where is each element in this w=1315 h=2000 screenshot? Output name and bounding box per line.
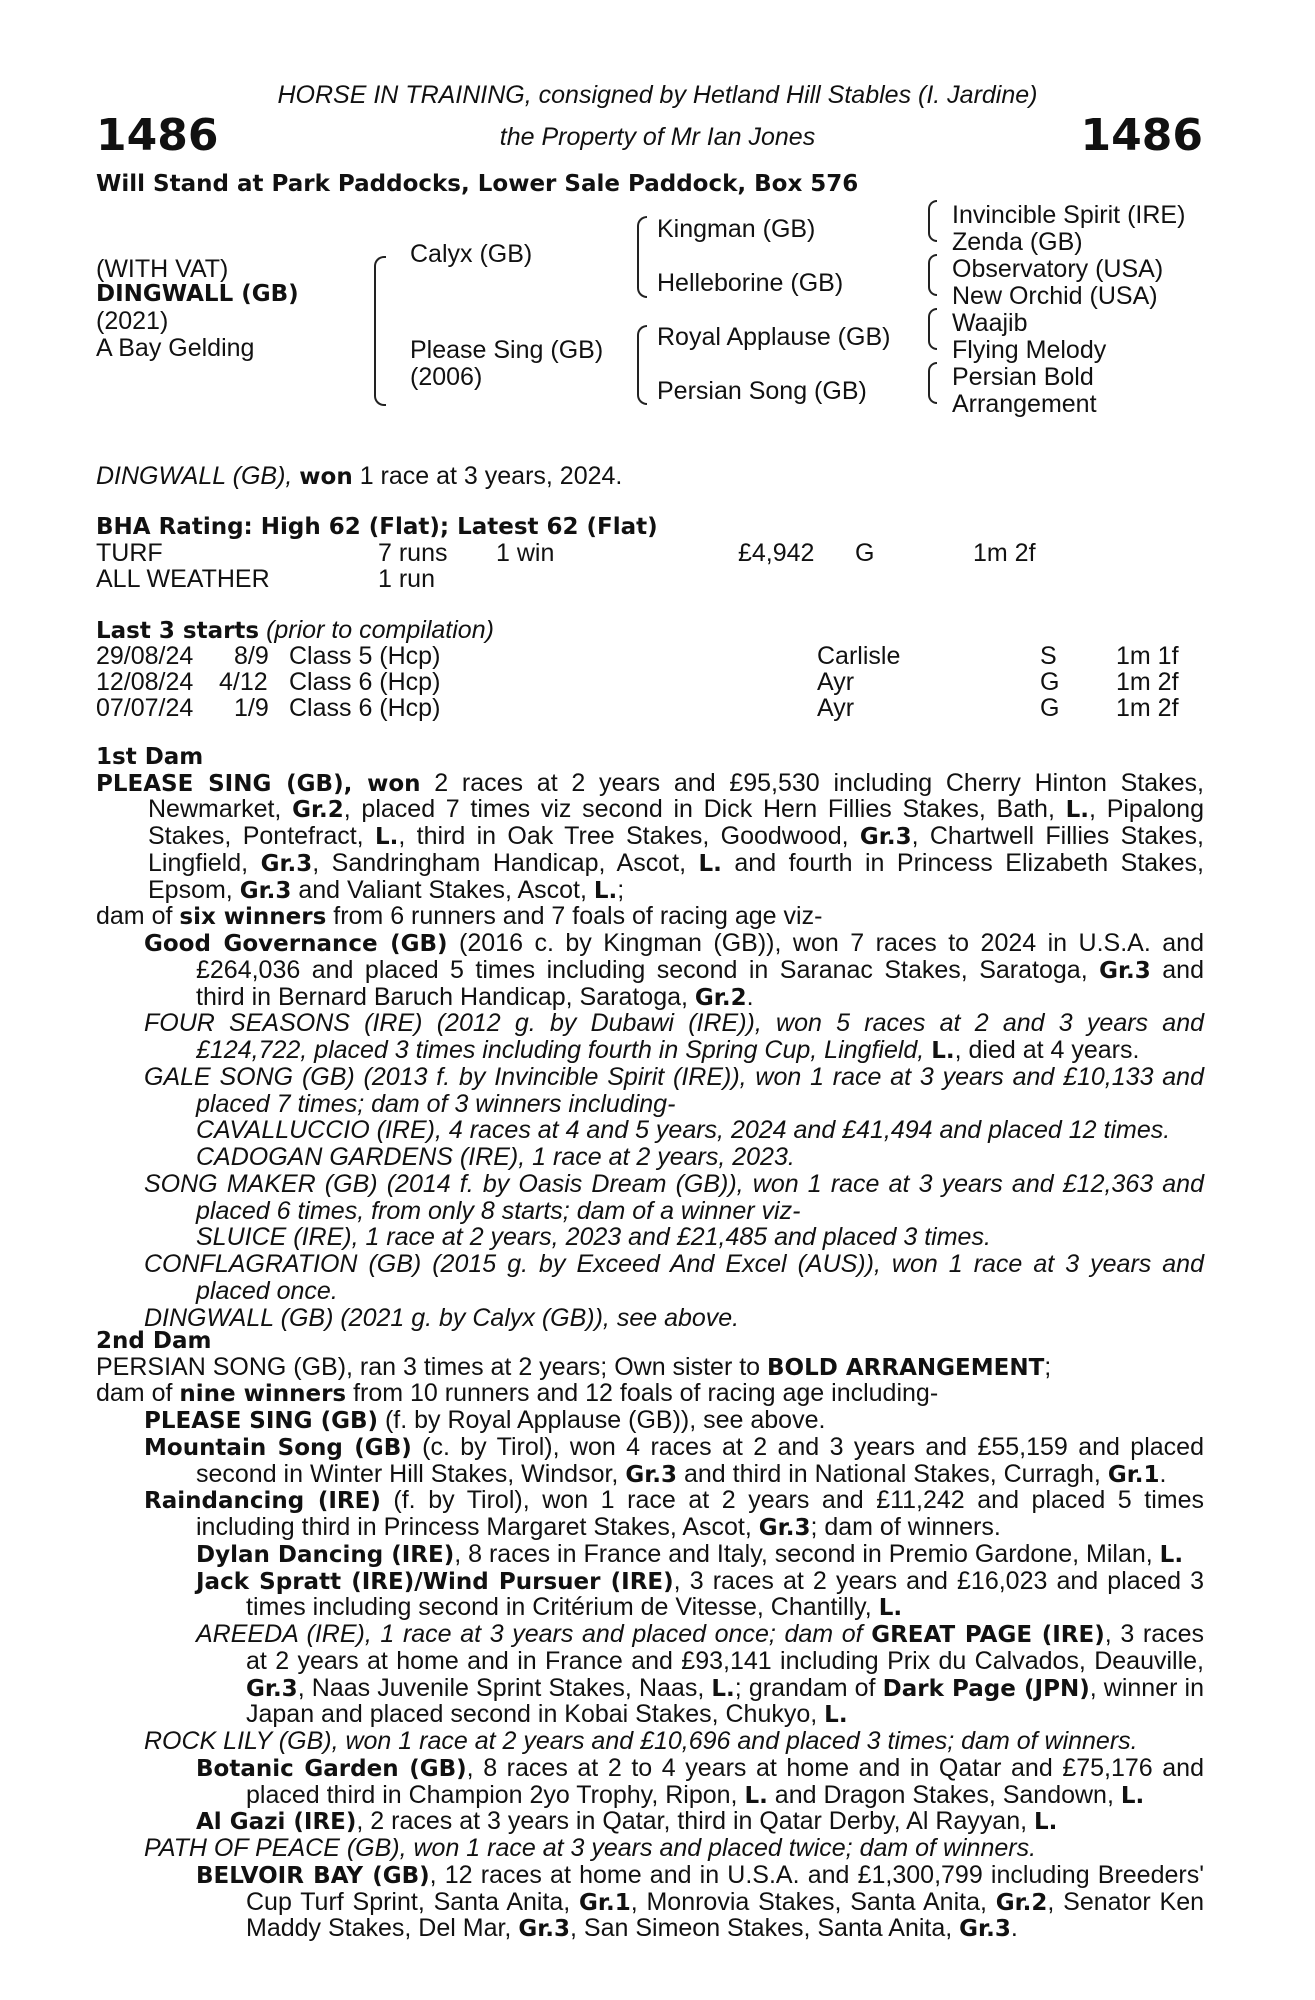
pedigree-dsd: Flying Melody	[952, 336, 1107, 364]
first-dam-produce-summary: dam of six winners from 6 runners and 7 foals of racing age viz-	[96, 902, 823, 931]
pedigree-brace-ds	[928, 308, 937, 350]
first-dam-heading: 1st Dam	[96, 744, 204, 770]
summary-rest: 1 race at 3 years, 2024.	[359, 462, 623, 490]
produce-good-governance: Good Governance (GB) (2016 c. by Kingman (GB)), won 7 races to 2024 in U.S.A. and £264,036 and placed 5 times including second in Saranac Stakes, Saratoga, Gr.3 and third in Bernard Baruch Handicap, Saratoga, Gr.2.	[144, 929, 1204, 1011]
produce-please-sing: PLEASE SING (GB) (f. by Royal Applause (GB)), see above.	[144, 1406, 826, 1435]
produce-jack-spratt: Jack Spratt (IRE)/Wind Pursuer (IRE), 3 races at 2 years and £16,023 and placed 3 times including second in Critérium de Vitesse, Chantilly, L.	[196, 1566, 1204, 1622]
produce-song-maker: SONG MAKER (GB) (2014 f. by Oasis Dream (GB)), won 1 race at 3 years and £12,363 and placed 6 times, from only 8 starts; dam of a winner viz-	[144, 1169, 1204, 1225]
rating-title: BHA Rating: High 62 (Flat); Latest 62 (Flat)	[96, 514, 658, 540]
rating-turf-prize: £4,942	[738, 539, 815, 567]
vat-label: (WITH VAT)	[96, 255, 229, 283]
start-position: 4/12	[219, 668, 268, 696]
horse-name: DINGWALL (GB)	[96, 281, 299, 307]
second-dam-record: PERSIAN SONG (GB), ran 3 times at 2 years; Own sister to BOLD ARRANGEMENT;	[96, 1352, 1052, 1381]
last-starts-heading	[96, 617, 494, 644]
lot-number-right: 1486	[1080, 110, 1203, 161]
produce-path-of-peace: PATH OF PEACE (GB), won 1 race at 3 years and placed twice; dam of winners.	[144, 1834, 1037, 1863]
pedigree-dam-year: (2006)	[410, 363, 483, 391]
start-going: G	[1040, 668, 1060, 696]
pedigree-sdd: New Orchid (USA)	[952, 282, 1158, 310]
last-starts-subtitle: (prior to compilation)	[266, 616, 494, 644]
pedigree-sss: Invincible Spirit (IRE)	[952, 201, 1186, 229]
start-date: 07/07/24	[96, 694, 194, 722]
produce-al-gazi: Al Gazi (IRE), 2 races at 3 years in Qatar, third in Qatar Derby, Al Rayyan, L.	[196, 1807, 1058, 1836]
property-line: the Property of Mr Ian Jones	[499, 123, 816, 151]
second-dam-section	[96, 1329, 1204, 1942]
produce-rock-lily: ROCK LILY (GB), won 1 race at 2 years and £10,696 and placed 3 times; dam of winners.	[144, 1727, 1138, 1756]
pedigree-dss: Waajib	[952, 309, 1028, 337]
produce-cadogan-gardens: CADOGAN GARDENS (IRE), 1 race at 2 years, 2023.	[196, 1143, 795, 1172]
pedigree-ssd: Zenda (GB)	[952, 228, 1083, 256]
first-dam-section	[96, 745, 1204, 1331]
start-date: 12/08/24	[96, 668, 194, 696]
start-going: G	[1040, 694, 1060, 722]
pedigree-sire-dam: Helleborine (GB)	[657, 269, 844, 297]
start-class: Class 6 (Hcp)	[289, 694, 441, 722]
pedigree-sire: Calyx (GB)	[410, 240, 533, 268]
produce-areeda: AREEDA (IRE), 1 race at 3 years and placed once; dam of GREAT PAGE (IRE), 3 races at 2 years at home and in France and £93,141 including Prix du Calvados, Deauville, Gr.3, Naas Juvenile Sprint Stakes, Naas, L.; grandam of Dark Page (JPN), winner in Japan and placed second in Kobai Stakes, Chukyo, L.	[196, 1620, 1204, 1729]
pedigree-brace-sire	[637, 216, 647, 298]
produce-dylan-dancing: Dylan Dancing (IRE), 8 races in France and Italy, second in Premio Gardone, Milan, L.	[196, 1539, 1184, 1568]
start-position: 8/9	[234, 642, 269, 670]
rating-turf-runs: 7 runs	[378, 539, 448, 567]
start-date: 29/08/24	[96, 642, 194, 670]
rating-aw-runs: 1 run	[378, 565, 435, 593]
race-summary	[96, 463, 622, 490]
second-dam-produce-summary: dam of nine winners from 10 runners and 12 foals of racing age including-	[96, 1379, 939, 1408]
produce-belvoir-bay: BELVOIR BAY (GB), 12 races at home and in U.S.A. and £1,300,799 including Breeders' Cup Turf Sprint, Santa Anita, Gr.1, Monrovia Stakes, Santa Anita, Gr.2, Senator Ken Maddy Stakes, Del Mar, Gr.3, San Simeon Stakes, Santa Anita, Gr.3.	[196, 1860, 1205, 1943]
start-distance: 1m 1f	[1116, 642, 1179, 670]
pedigree-brace-sd	[928, 254, 937, 296]
produce-sluice: SLUICE (IRE), 1 race at 2 years, 2023 and £21,485 and placed 3 times.	[196, 1223, 991, 1252]
horse-year: (2021)	[96, 307, 169, 335]
produce-cavalluccio: CAVALLUCCIO (IRE), 4 races at 4 and 5 years, 2024 and £41,494 and placed 12 times.	[196, 1116, 1171, 1145]
consignment-line: HORSE IN TRAINING, consigned by Hetland Hill Stables (I. Jardine)	[277, 81, 1038, 109]
produce-gale-song: GALE SONG (GB) (2013 f. by Invincible Spirit (IRE)), won 1 race at 3 years and £10,133 and placed 7 times; dam of 3 winners including-	[144, 1062, 1204, 1118]
pedigree-ddd: Arrangement	[952, 390, 1097, 418]
pedigree-dam-dam: Persian Song (GB)	[657, 377, 867, 405]
lot-number-left: 1486	[96, 110, 219, 161]
start-class: Class 5 (Hcp)	[289, 642, 441, 670]
summary-won: won	[299, 464, 353, 490]
start-course: Ayr	[817, 668, 855, 696]
start-class: Class 6 (Hcp)	[289, 668, 441, 696]
second-dam-heading: 2nd Dam	[96, 1328, 212, 1354]
last-starts-title: Last 3 starts	[96, 618, 260, 644]
produce-mountain-song: Mountain Song (GB) (c. by Tirol), won 4 races at 2 and 3 years and £55,159 and placed second in Winter Hill Stakes, Windsor, Gr.3 and third in National Stakes, Curragh, Gr.1.	[144, 1432, 1204, 1488]
start-course: Carlisle	[817, 642, 901, 670]
first-dam-record: PLEASE SING (GB), won 2 races at 2 years and £95,530 including Cherry Hinton Stakes, Newmarket, Gr.2, placed 7 times viz second in Dick Hern Fillies Stakes, Bath, L., Pipalong Stakes, Pontefract, L., third in Oak Tree Stakes, Goodwood, Gr.3, Chartwell Fillies Stakes, Lingfield, Gr.3, Sandringham Handicap, Ascot, L. and fourth in Princess Elizabeth Stakes, Epsom, Gr.3 and Valiant Stakes, Ascot, L.;	[96, 768, 1205, 904]
rating-turf-going: G	[855, 539, 875, 567]
start-distance: 1m 2f	[1116, 668, 1179, 696]
start-going: S	[1040, 642, 1057, 670]
start-course: Ayr	[817, 694, 855, 722]
pedigree-brace-ss	[928, 200, 937, 242]
pedigree-sds: Observatory (USA)	[952, 255, 1164, 283]
location-line: Will Stand at Park Paddocks, Lower Sale Paddock, Box 576	[96, 171, 859, 197]
produce-dingwall: DINGWALL (GB) (2021 g. by Calyx (GB)), see above.	[144, 1303, 740, 1332]
rating-turf-surface: TURF	[96, 539, 163, 567]
pedigree-sire-sire: Kingman (GB)	[657, 215, 816, 243]
horse-description: A Bay Gelding	[96, 334, 255, 362]
produce-four-seasons: FOUR SEASONS (IRE) (2012 g. by Dubawi (IRE)), won 5 races at 2 and 3 years and £124,722, placed 3 times including fourth in Spring Cup, Lingfield, L., died at 4 years.	[144, 1009, 1204, 1065]
pedigree-brace-main	[374, 256, 386, 406]
pedigree-dam: Please Sing (GB)	[410, 336, 604, 364]
start-distance: 1m 2f	[1116, 694, 1179, 722]
produce-raindancing: Raindancing (IRE) (f. by Tirol), won 1 race at 2 years and £11,242 and placed 5 times including third in Princess Margaret Stakes, Ascot, Gr.3; dam of winners.	[144, 1486, 1204, 1542]
pedigree-brace-dd	[928, 362, 937, 404]
rating-turf-distance: 1m 2f	[973, 539, 1036, 567]
start-position: 1/9	[234, 694, 269, 722]
rating-aw-surface: ALL WEATHER	[96, 565, 270, 593]
produce-conflagration: CONFLAGRATION (GB) (2015 g. by Exceed And Excel (AUS)), won 1 race at 3 years and placed once.	[144, 1250, 1204, 1305]
pedigree-dds: Persian Bold	[952, 363, 1094, 391]
rating-turf-wins: 1 win	[496, 539, 555, 567]
summary-name: DINGWALL (GB),	[96, 462, 293, 490]
pedigree-brace-dam	[637, 325, 647, 405]
produce-botanic-garden: Botanic Garden (GB), 8 races at 2 to 4 years at home and in Qatar and £75,176 and placed third in Champion 2yo Trophy, Ripon, L. and Dragon Stakes, Sandown, L.	[196, 1753, 1204, 1809]
pedigree-dam-sire: Royal Applause (GB)	[657, 323, 891, 351]
